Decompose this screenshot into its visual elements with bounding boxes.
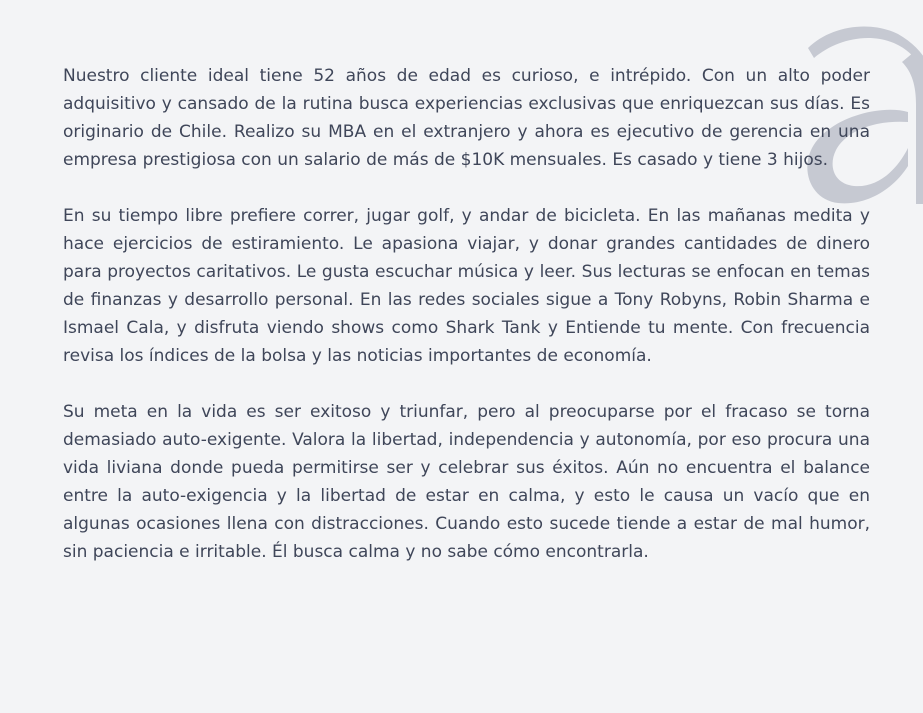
paragraph-free-time: En su tiempo libre prefiere correr, jugar golf, y andar de bicicleta. En las mañanas medita y hace ejercicios de estiramiento. Le apasiona viajar, y donar grandes cantidades de dinero para proyectos caritativos. Le gusta escuchar música y leer. Sus lecturas se enfocan en temas de finanzas y desarrollo personal. En las redes sociales sigue a Tony Robyns, Robin Sharma e Ismael Cala, y disfruta viendo shows como Shark Tank y Entiende tu mente. Con frecuencia revisa los índices de la bolsa y las noticias importantes de economía. xyxy=(63,206,870,366)
document-body xyxy=(63,62,870,594)
paragraph-client-profile: Nuestro cliente ideal tiene 52 años de edad es curioso, e intrépido. Con un alto poder adquisitivo y cansado de la rutina busca experiencias exclusivas que enriquezcan sus días. Es originario de Chile. Realizo su MBA en el extranjero y ahora es ejecutivo de gerencia en una empresa prestigiosa con un salario de más de $10K mensuales. Es casado y tiene 3 hijos. xyxy=(63,66,870,170)
paragraph-life-goal: Su meta en la vida es ser exitoso y triunfar, pero al preocuparse por el fracaso se torna demasiado auto-exigente. Valora la libertad, independencia y autonomía, por eso procura una vida liviana donde pueda permitirse ser y celebrar sus éxitos. Aún no encuentra el balance entre la auto-exigencia y la libertad de estar en calma, y esto le causa un vacío que en algunas ocasiones llena con distracciones. Cuando esto sucede tiende a estar de mal humor, sin paciencia e irritable. Él busca calma y no sabe cómo encontrarla. xyxy=(63,402,870,562)
